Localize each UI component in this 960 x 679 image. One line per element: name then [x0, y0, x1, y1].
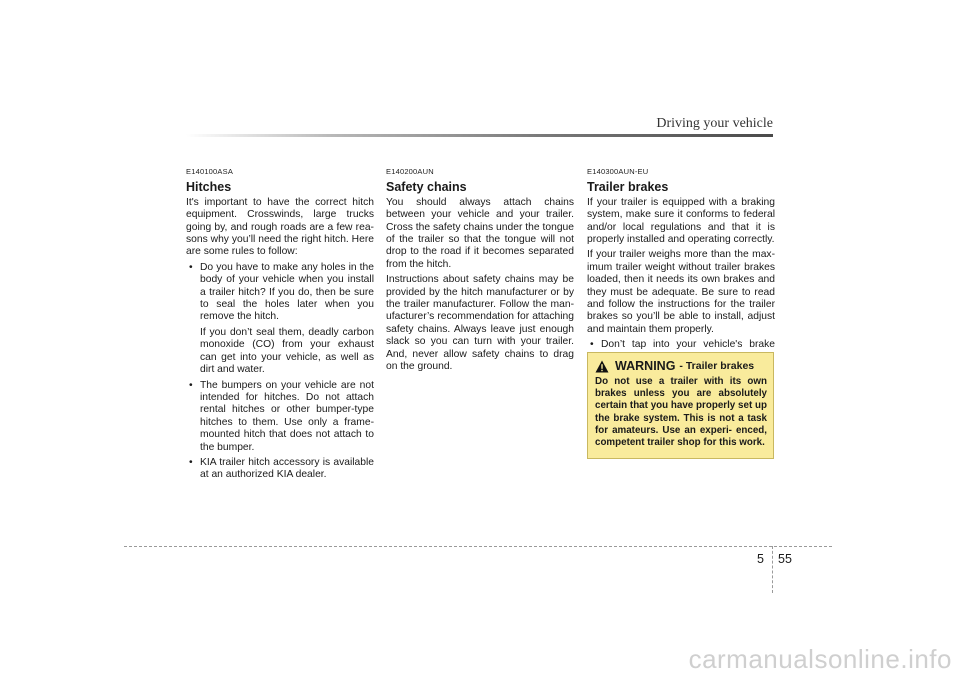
section-code: E140300AUN-EU — [587, 167, 649, 176]
chapter-number: 5 — [757, 552, 764, 566]
paragraph: Instructions about safety chains may be provided by the hitch manufacturer or by the trailer manufacturer. Follow the man- ufacturer’s recommendation for attaching safety chains. Always leave just enough slack so you can turn with your trailer. And, never allow safety chains to drag on the ground. — [386, 274, 574, 373]
section-heading: Trailer brakes — [587, 180, 669, 195]
warning-subtitle: - Trailer brakes — [679, 360, 755, 372]
list-item — [186, 262, 374, 377]
warning-box — [587, 352, 774, 459]
section-heading: Safety chains — [386, 180, 467, 195]
paragraph: If your trailer weighs more than the max- imum trailer weight without trailer brakes loaded, then it needs its own brakes and they must be adequate. Be sure to read and follow the instructions for the trailer brakes so you’ll be able to install, adjust and maintain them properly. — [587, 249, 775, 335]
hitches-section — [186, 166, 374, 485]
bullet-list — [186, 262, 374, 482]
footer-divider — [124, 546, 832, 547]
footer-separator — [772, 546, 773, 593]
warning-text: Do not use a trailer with its own brakes unless you are absolutely certain that you have properly set up the brake system. This is not a task for amateurs. Use an experi- enced, competent trailer shop for this work. — [595, 376, 767, 449]
list-item-text: Do you have to make any holes in the body of your vehicle when you install a trailer hitch? If you do, then be sure to seal the holes later when you remove the hitch. — [200, 261, 374, 323]
warning-label: WARNING — [615, 359, 676, 373]
watermark: carmanualsonline.info — [688, 644, 952, 674]
list-item: • Don’t tap into your vehicle's brake — [587, 339, 775, 364]
paragraph: If your trailer is equipped with a braking system, make sure it conforms to federal and/or local regulations and that it is properly installed and operating correctly. — [587, 196, 775, 246]
safety-chains-section — [386, 166, 574, 377]
paragraph: It's important to have the correct hitch equipment. Crosswinds, large trucks going by, and rough roads are a few rea- sons why you’ll need the right hitch. Here are some rules to follow: — [186, 196, 374, 258]
page-number: 55 — [778, 552, 792, 566]
section-code: E140200AUN — [386, 167, 434, 176]
section-heading: Hitches — [186, 180, 232, 195]
warning-triangle-icon — [595, 360, 609, 373]
paragraph: You should always attach chains between your vehicle and your trailer. Cross the safety chains under the tongue of the trailer so that the tongue will not drop to the road if it becomes separated from the hitch. — [386, 196, 574, 270]
page-header-title: Driving your vehicle — [656, 116, 773, 131]
list-item: • KIA trailer hitch accessory is available at an authorized KIA dealer. — [186, 457, 374, 482]
warning-header — [595, 359, 767, 373]
list-item-continuation: If you don’t seal them, deadly carbon monoxide (CO) from your exhaust can get into your vehicle, as well as dirt and water. — [200, 326, 374, 376]
list-item: • The bumpers on your vehicle are not intended for hitches. Do not attach rental hitches or other bumper-type hitches to them. Use only a frame- mounted hitch that does not attach to the bumper. — [186, 380, 374, 454]
section-code: E140100ASA — [186, 167, 234, 176]
header-divider — [186, 134, 773, 137]
trailer-brakes-section — [587, 166, 775, 367]
